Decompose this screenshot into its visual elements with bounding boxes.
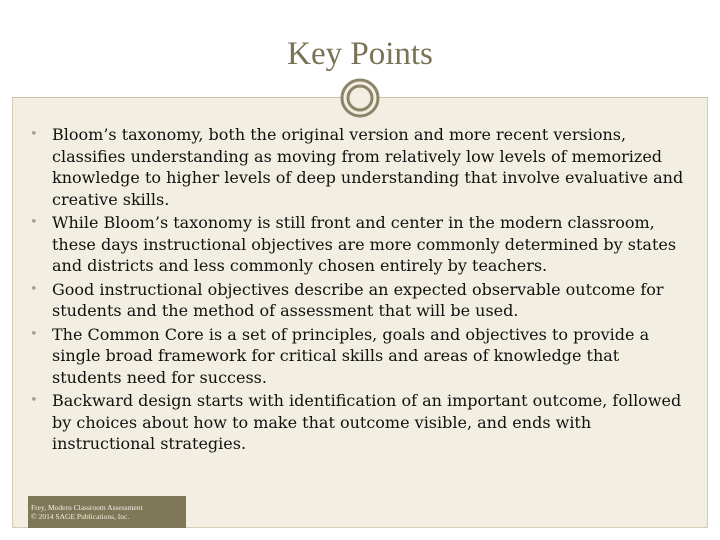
footer-line-author: Frey, Modern Classroom Assessment	[31, 503, 143, 512]
slide-title: Key Points	[287, 36, 433, 72]
bullet-text: Bloom’s taxonomy, both the original version and more recent versions, classifies understanding as moving from relatively low levels of memorized knowledge to higher levels of deep understanding that involve evaluative and creative skills.	[52, 125, 684, 209]
bullet-item	[30, 324, 690, 389]
bullet-text: Backward design starts with identification of an important outcome, followed by choices about how to make that outcome visible, and ends with instructional strategies.	[52, 391, 682, 453]
bullet-icon: •	[30, 326, 38, 342]
bullet-text: While Bloom’s taxonomy is still front and center in the modern classroom, these days instructional objectives are more commonly determined by states and districts and less commonly chosen entirely by teachers.	[52, 213, 677, 275]
bullet-item	[30, 124, 690, 210]
bullet-item	[30, 390, 690, 455]
ring-ornament-icon	[340, 78, 380, 118]
bullet-list	[30, 124, 690, 457]
footer-citation	[31, 503, 143, 521]
bullet-icon: •	[30, 127, 38, 142]
bullet-text: The Common Core is a set of principles, goals and objectives to provide a single broad framework for critical skills and areas of knowledge that students need for success.	[52, 324, 650, 387]
bullet-text: Good instructional objectives describe an expected observable outcome for students and the method of assessment that will be used.	[52, 279, 664, 320]
bullet-item	[30, 279, 690, 322]
bullet-icon: •	[30, 281, 38, 297]
bullet-item	[30, 212, 690, 277]
bullet-icon: •	[30, 215, 38, 230]
bullet-icon: •	[30, 393, 38, 408]
footer-line-copyright: © 2014 SAGE Publications, Inc.	[31, 512, 130, 521]
